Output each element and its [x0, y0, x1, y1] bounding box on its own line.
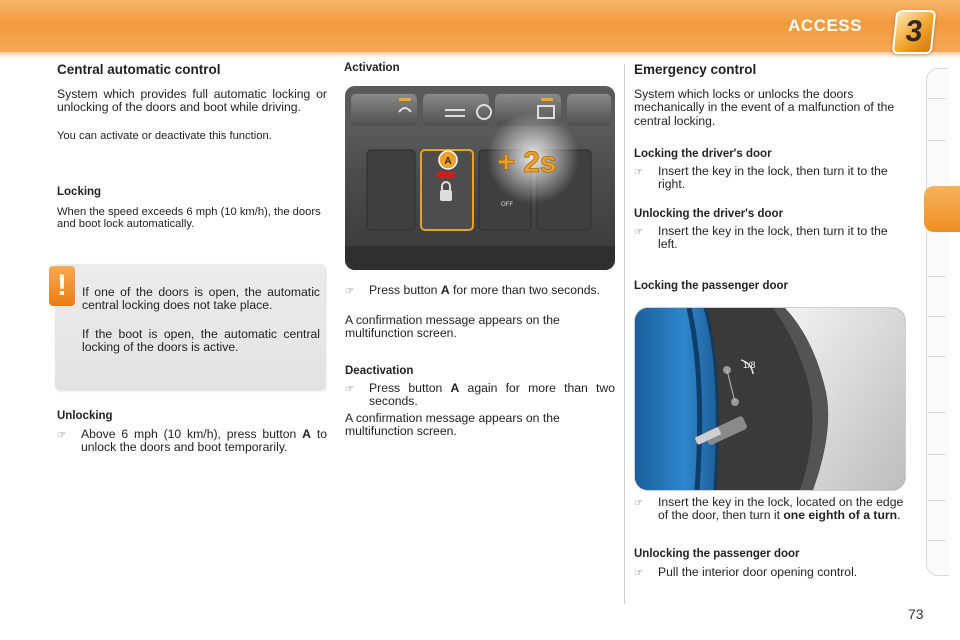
tab-divider	[928, 540, 946, 541]
dashboard-button-photo	[345, 86, 615, 270]
finger-pointer-icon: ☞	[345, 384, 354, 395]
tab-divider	[928, 276, 946, 277]
finger-pointer-icon: ☞	[634, 568, 643, 579]
exclamation-warning-icon: !	[49, 266, 75, 306]
door-illustration	[635, 308, 905, 490]
lock-driver-text: Insert the key in the lock, then turn it to the right.	[658, 164, 888, 192]
press-text-end: for more than two seconds.	[449, 283, 601, 297]
dashboard-illustration	[345, 86, 615, 270]
emergency-intro: System which locks or unlocks the doors mechanically in the event of a malfunction of the central locking.	[634, 87, 895, 128]
tab-divider	[928, 454, 946, 455]
deactivation-heading: Deactivation	[345, 365, 414, 377]
unlock-passenger-step	[634, 566, 906, 580]
warning-text-doors: If one of the doors is open, the automatic central locking does not take place.	[82, 285, 320, 313]
deact-text-start: Press button	[369, 381, 451, 395]
lock-pass-text-start: Insert the key in the lock, located on the edge of the door, then turn it	[658, 495, 904, 523]
button-a-reference: A	[440, 283, 450, 297]
button-a-reference: A	[302, 427, 311, 441]
one-eighth-turn-emphasis: one eighth of a turn	[783, 508, 898, 523]
deact-text-end: again for more than two seconds.	[369, 381, 615, 409]
tab-divider	[928, 412, 946, 413]
chapter-number-badge: 3	[892, 10, 937, 54]
off-label: OFF	[501, 202, 513, 208]
finger-pointer-icon: ☞	[634, 227, 643, 238]
finger-pointer-icon: ☞	[634, 498, 643, 509]
central-control-intro2: You can activate or deactivate this function.	[57, 130, 272, 142]
finger-pointer-icon: ☞	[345, 286, 354, 297]
finger-pointer-icon: ☞	[634, 167, 643, 178]
active-chapter-tab[interactable]	[924, 186, 960, 232]
locking-heading: Locking	[57, 186, 102, 198]
unlocking-heading: Unlocking	[57, 410, 113, 422]
central-control-intro: System which provides full automatic locking or unlocking of the doors and boot while driving.	[57, 87, 327, 115]
plus-two-seconds-label: + 2s	[497, 146, 557, 179]
unlocking-bullet	[57, 428, 327, 455]
unlock-driver-heading: Unlocking the driver's door	[634, 208, 784, 220]
lock-driver-step	[634, 165, 906, 192]
button-a-label: A	[444, 156, 452, 167]
lock-driver-heading: Locking the driver's door	[634, 148, 772, 160]
unlocking-text-start: Above 6 mph (10 km/h), press button	[81, 427, 303, 441]
lock-passenger-heading: Locking the passenger door	[634, 280, 788, 292]
column-divider	[624, 64, 625, 604]
unlock-driver-text: Insert the key in the lock, then turn it to the left.	[658, 224, 888, 252]
section-title-emergency: Emergency control	[634, 62, 757, 77]
page-number: 73	[908, 606, 924, 622]
section-title-central-control: Central automatic control	[57, 62, 221, 77]
activation-step	[345, 284, 615, 298]
lock-passenger-step	[634, 496, 906, 523]
door-lock-photo	[634, 307, 906, 491]
locking-text: When the speed exceeds 6 mph (10 km/h), the doors and boot lock automatically.	[57, 206, 321, 231]
tab-divider	[928, 500, 946, 501]
deactivation-confirmation: A confirmation message appears on the multifunction screen.	[345, 411, 560, 439]
warning-text-boot: If the boot is open, the automatic central locking of the doors is active.	[82, 327, 320, 355]
chapter-title: ACCESS	[788, 16, 862, 35]
button-a-reference: A	[450, 381, 460, 395]
unlocking-text-end: to unlock the doors and boot temporarily.	[81, 427, 327, 455]
finger-pointer-icon: ☞	[57, 430, 66, 441]
press-text-start: Press button	[369, 283, 441, 297]
unlock-passenger-text: Pull the interior door opening control.	[658, 565, 858, 579]
unlock-passenger-heading: Unlocking the passenger door	[634, 548, 800, 560]
tab-divider	[928, 356, 946, 357]
tab-divider	[928, 98, 946, 99]
activation-heading: Activation	[344, 62, 400, 74]
activation-confirmation: A confirmation message appears on the multifunction screen.	[345, 313, 560, 341]
one-eighth-turn-label: 1/8	[743, 360, 756, 370]
deactivation-step	[345, 382, 615, 409]
tab-divider	[928, 316, 946, 317]
lock-pass-text-end: .	[897, 508, 901, 523]
unlock-driver-step	[634, 225, 906, 252]
tab-divider	[928, 140, 946, 141]
